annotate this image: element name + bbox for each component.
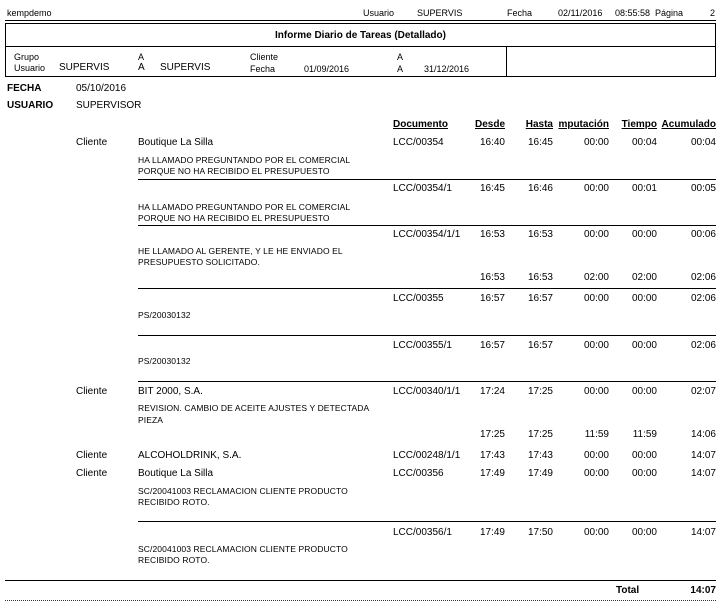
row-subtotal-imp: 02:00 [583, 272, 609, 283]
row-description: PORQUE NO HA RECIBIDO EL PRESUPUESTO [138, 166, 330, 176]
row-acum: 00:05 [690, 183, 716, 194]
filter-a4: A [397, 64, 404, 74]
row-description: HA LLAMADO PREGUNTANDO POR EL COMERCIAL [138, 202, 351, 212]
row-subtotal-desde: 16:53 [479, 272, 505, 283]
col-acumulado: Acumulado [661, 119, 716, 130]
row-description: PS/20030132 [138, 310, 191, 320]
row-acum: 14:07 [690, 450, 716, 461]
row-separator [138, 179, 716, 180]
row-cliente-name: ALCOHOLDRINK, S.A. [138, 450, 242, 461]
col-desde: Desde [474, 119, 505, 130]
row-subtotal-imp: 11:59 [584, 429, 609, 440]
row-description: PS/20030132 [138, 356, 191, 366]
row-acum: 00:04 [690, 137, 716, 148]
row-imp: 00:00 [583, 293, 609, 304]
row-desde: 16:57 [479, 340, 505, 351]
group-usuario-value: SUPERVISOR [76, 100, 142, 111]
row-separator [138, 225, 716, 226]
row-hasta: 17:50 [527, 527, 553, 538]
filter-a2: A [138, 62, 145, 73]
row-hasta: 16:46 [527, 183, 553, 194]
row-subtotal-acum: 02:06 [690, 272, 716, 283]
filter-cliente-label: Cliente [250, 52, 279, 62]
row-documento: LCC/00354/1 [393, 183, 452, 194]
filters-box [5, 47, 716, 77]
row-tiempo: 00:00 [631, 386, 657, 397]
filters-divider [506, 47, 507, 76]
row-acum: 02:06 [690, 340, 716, 351]
row-cliente-label: Cliente [76, 450, 108, 461]
filter-usuario-to: SUPERVIS [160, 62, 211, 73]
group-fecha-value: 05/10/2016 [76, 83, 127, 94]
row-description: PRESUPUESTO SOLICITADO. [138, 257, 260, 267]
total-label: Total [616, 585, 640, 596]
row-tiempo: 00:01 [631, 183, 657, 194]
row-description: SC/20041003 RECLAMACION CLIENTE PRODUCTO [138, 544, 348, 554]
row-tiempo: 00:04 [631, 137, 657, 148]
total-divider [5, 580, 716, 581]
header-time-value: 08:55:58 [615, 8, 651, 18]
row-subtotal-acum: 14:06 [690, 429, 716, 440]
col-tiempo: Tiempo [621, 119, 657, 130]
row-subtotal-tiempo: 11:59 [632, 429, 657, 440]
row-description: REVISION. CAMBIO DE ACEITE AJUSTES Y DETECTADA [138, 403, 370, 413]
row-desde: 16:45 [479, 183, 505, 194]
row-desde: 17:43 [479, 450, 505, 461]
row-description: HE LLAMADO AL GERENTE, Y LE HE ENVIADO EL [138, 246, 343, 256]
row-description: HA LLAMADO PREGUNTANDO POR EL COMERCIAL [138, 155, 351, 165]
total-value: 14:07 [690, 585, 716, 596]
row-subtotal-hasta: 16:53 [527, 272, 553, 283]
header-divider [5, 20, 716, 21]
row-documento: LCC/00356/1 [393, 527, 452, 538]
row-desde: 16:40 [479, 137, 505, 148]
row-hasta: 16:45 [527, 137, 553, 148]
row-cliente-name: BIT 2000, S.A. [138, 386, 203, 397]
row-tiempo: 00:00 [631, 468, 657, 479]
row-description: PIEZA [138, 415, 164, 425]
bottom-dotted-line [5, 600, 716, 601]
filter-usuario-from: SUPERVIS [59, 62, 110, 73]
row-tiempo: 00:00 [631, 340, 657, 351]
row-imp: 00:00 [583, 386, 609, 397]
group-usuario-label: USUARIO [7, 100, 54, 111]
row-acum: 02:07 [690, 386, 716, 397]
row-desde: 16:53 [479, 229, 505, 240]
row-desde: 17:24 [479, 386, 505, 397]
row-acum: 14:07 [690, 468, 716, 479]
row-separator [138, 521, 716, 522]
row-acum: 00:06 [690, 229, 716, 240]
row-desde: 17:49 [479, 527, 505, 538]
row-hasta: 17:49 [527, 468, 553, 479]
col-documento: Documento [393, 119, 448, 130]
row-documento: LCC/00356 [393, 468, 444, 479]
filter-grupo-label: Grupo [14, 52, 40, 62]
col-imputacion: mputación [558, 119, 609, 130]
col-hasta: Hasta [525, 119, 553, 130]
row-tiempo: 00:00 [631, 450, 657, 461]
row-imp: 00:00 [583, 183, 609, 194]
row-documento: LCC/00354 [393, 137, 444, 148]
filter-fecha-label: Fecha [250, 64, 276, 74]
row-tiempo: 00:00 [631, 293, 657, 304]
row-description: SC/20041003 RECLAMACION CLIENTE PRODUCTO [138, 486, 348, 496]
company-name: kempdemo [7, 8, 52, 18]
row-cliente-name: Boutique La Silla [138, 137, 214, 148]
report-title-box [5, 23, 716, 47]
row-hasta: 17:25 [527, 386, 553, 397]
row-subtotal-tiempo: 02:00 [631, 272, 657, 283]
row-imp: 00:00 [583, 229, 609, 240]
filter-usuario-label: Usuario [14, 63, 46, 73]
row-imp: 00:00 [583, 340, 609, 351]
row-cliente-name: Boutique La Silla [138, 468, 214, 479]
header-pagina-value: 2 [710, 8, 716, 18]
row-imp: 00:00 [583, 468, 609, 479]
row-cliente-label: Cliente [76, 468, 108, 479]
row-desde: 16:57 [479, 293, 505, 304]
header-fecha-value: 02/11/2016 [558, 8, 603, 18]
row-acum: 14:07 [690, 527, 716, 538]
row-hasta: 16:57 [527, 340, 553, 351]
row-separator [138, 288, 716, 289]
filter-a3: A [397, 52, 404, 62]
row-hasta: 16:57 [527, 293, 553, 304]
row-documento: LCC/00355 [393, 293, 444, 304]
row-subtotal-hasta: 17:25 [527, 429, 553, 440]
row-imp: 00:00 [583, 527, 609, 538]
row-description: RECIBIDO ROTO. [138, 497, 210, 507]
row-documento: LCC/00354/1/1 [393, 229, 461, 240]
header-usuario-label: Usuario [363, 8, 395, 18]
row-hasta: 16:53 [527, 229, 553, 240]
header-pagina-label: Página [655, 8, 684, 18]
filter-fecha-to: 31/12/2016 [424, 64, 470, 74]
row-cliente-label: Cliente [76, 137, 108, 148]
header-usuario-value: SUPERVIS [417, 8, 463, 18]
row-documento: LCC/00340/1/1 [393, 386, 461, 397]
report-title: Informe Diario de Tareas (Detallado) [275, 30, 446, 41]
row-acum: 02:06 [690, 293, 716, 304]
row-separator [138, 335, 716, 336]
row-desde: 17:49 [479, 468, 505, 479]
filter-a1: A [138, 52, 145, 62]
row-documento: LCC/00248/1/1 [393, 450, 461, 461]
row-subtotal-desde: 17:25 [479, 429, 505, 440]
row-separator [138, 381, 716, 382]
header-fecha-label: Fecha [507, 8, 533, 18]
group-fecha-label: FECHA [7, 83, 42, 94]
row-imp: 00:00 [583, 450, 609, 461]
row-imp: 00:00 [583, 137, 609, 148]
row-documento: LCC/00355/1 [393, 340, 452, 351]
filter-fecha-from: 01/09/2016 [304, 64, 350, 74]
row-tiempo: 00:00 [631, 229, 657, 240]
row-cliente-label: Cliente [76, 386, 108, 397]
row-tiempo: 00:00 [631, 527, 657, 538]
row-hasta: 17:43 [527, 450, 553, 461]
row-description: PORQUE NO HA RECIBIDO EL PRESUPUESTO [138, 213, 330, 223]
row-description: RECIBIDO ROTO. [138, 555, 210, 565]
